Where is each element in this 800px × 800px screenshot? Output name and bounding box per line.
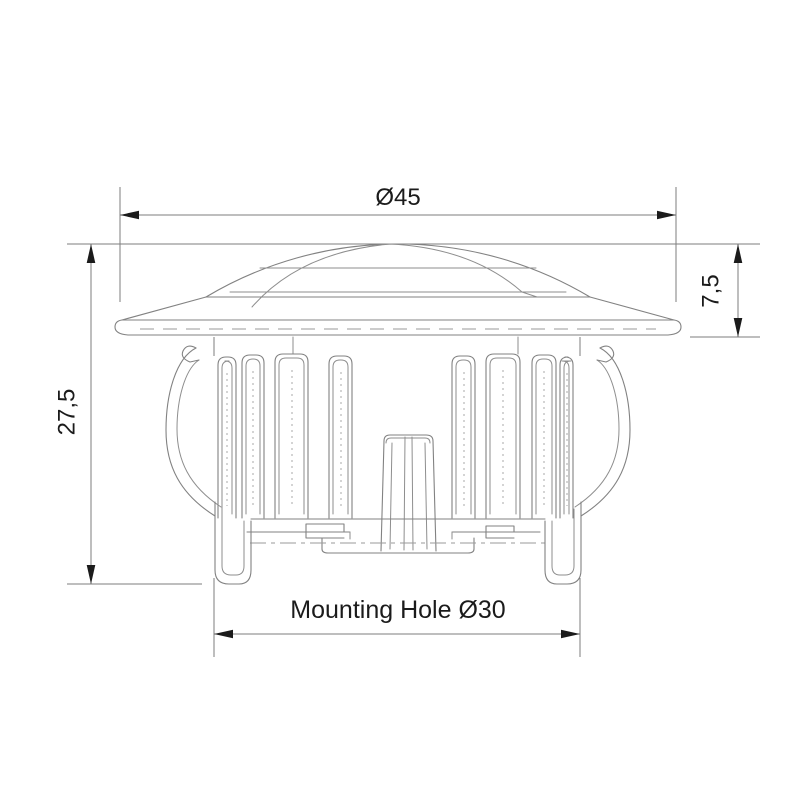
dimension-overall-diameter <box>120 184 676 302</box>
clip-inner-edge <box>177 360 221 507</box>
heatsink-fin <box>218 357 236 518</box>
arrowhead-right-icon <box>561 630 580 639</box>
base-block-left <box>306 524 344 538</box>
flange-right-tip <box>668 320 681 335</box>
fin-outline <box>242 355 264 518</box>
fin-inner-line <box>333 360 348 514</box>
clip-top-cap <box>597 346 614 362</box>
dimension-bezel-height <box>690 244 760 337</box>
heatsink-fin <box>275 354 308 518</box>
foot-inner <box>552 509 574 575</box>
center-post <box>381 435 436 551</box>
post-inner-left <box>390 443 392 549</box>
heatsink-fin <box>560 357 573 518</box>
post-outline <box>381 435 436 551</box>
arrowhead-up-icon <box>734 244 743 263</box>
foot-inner <box>222 509 244 575</box>
dimension-label-mounting-hole: Mounting Hole Ø30 <box>290 596 506 624</box>
arrowhead-down-icon <box>87 565 96 584</box>
heatsink-fin <box>329 356 352 518</box>
fin-inner-line <box>562 361 571 514</box>
post-channel-right <box>412 437 413 550</box>
heatsink-fins <box>218 354 573 518</box>
heatsink-fin <box>242 355 264 518</box>
clip-inner-edge <box>575 360 619 507</box>
heatsink-base <box>247 519 546 553</box>
heatsink-fin <box>452 356 475 518</box>
dimension-mounting-hole <box>214 337 580 657</box>
fin-inner-line <box>536 359 552 514</box>
post-cap-inner <box>386 438 430 443</box>
arrowhead-down-icon <box>734 318 743 337</box>
flange-cone-right <box>590 297 674 320</box>
dimension-label-bezel-height: 7,5 <box>697 274 725 308</box>
dimension-label-diameter: Ø45 <box>375 184 421 211</box>
dimension-overall-height <box>53 244 202 584</box>
fin-inner-line <box>246 359 260 514</box>
base-bottom-plate <box>322 538 474 553</box>
fin-inner-line <box>456 360 471 514</box>
lens-dome <box>206 244 590 307</box>
post-channel-left <box>404 437 405 550</box>
clip-outer-edge <box>166 348 215 516</box>
heatsink-fin <box>486 354 520 518</box>
clip-top-cap <box>182 346 199 362</box>
post-inner-right <box>425 443 427 549</box>
arrowhead-right-icon <box>657 211 676 220</box>
dome-outer-arc <box>206 244 590 297</box>
heatsink-fin <box>532 355 556 518</box>
foot-outer <box>545 502 581 584</box>
arrowhead-up-icon <box>87 244 96 263</box>
arrowhead-left-icon <box>214 630 233 639</box>
downlight-part <box>115 244 681 584</box>
clip-outer-edge <box>581 348 630 516</box>
mounting-foot-right <box>545 502 581 584</box>
dimension-label-overall-height: 27,5 <box>53 388 81 436</box>
trim-flange <box>115 297 681 354</box>
flange-left-tip <box>115 320 128 335</box>
spring-clip-left <box>166 346 221 516</box>
fin-inner-line <box>222 361 232 514</box>
spring-clip-right <box>575 346 630 516</box>
arrowhead-left-icon <box>120 211 139 220</box>
flange-cone-left <box>122 297 206 320</box>
